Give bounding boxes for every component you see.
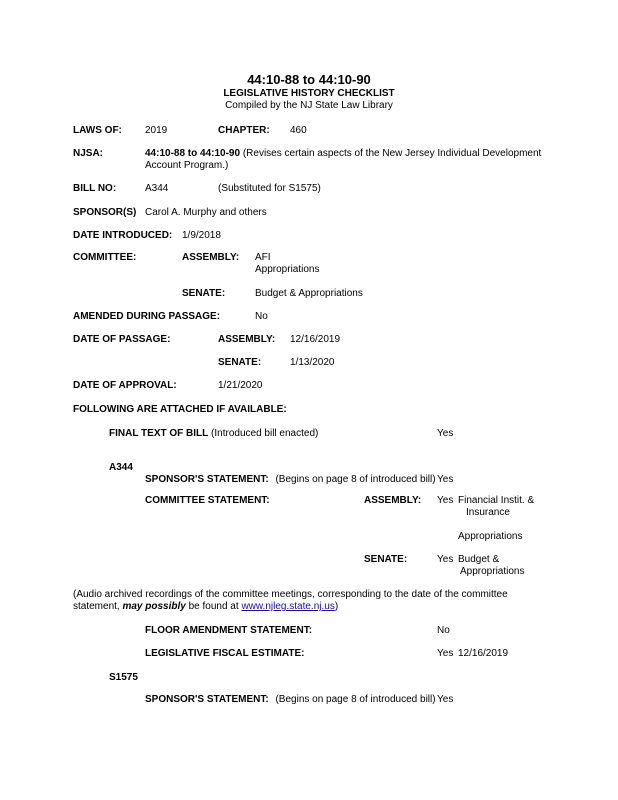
committee-label: COMMITTEE: [73, 252, 137, 263]
a344-sponsor-value: Yes [437, 474, 454, 485]
amended-label: AMENDED DURING PASSAGE: [73, 311, 221, 322]
a344-assembly-committee-2: Appropriations [458, 531, 523, 542]
committee-assembly-label: ASSEMBLY: [182, 252, 240, 263]
a344-senate-yes: Yes [437, 554, 454, 565]
passage-label: DATE OF PASSAGE: [73, 334, 171, 345]
a344-senate-committee-1: Budget & [458, 554, 500, 565]
fiscal-value: Yes [437, 648, 454, 659]
audio-note-post: ) [334, 601, 339, 612]
njsa-citation: 44:10-88 to 44:10-90 [145, 148, 241, 159]
laws-value: 2019 [145, 125, 168, 136]
audio-note-pre: statement, [73, 601, 123, 612]
approval-value: 1/21/2020 [218, 380, 263, 391]
a344-senate-committee-1-cont: Appropriations [460, 566, 525, 577]
attached-heading: FOLLOWING ARE ATTACHED IF AVAILABLE: [73, 404, 287, 415]
a344-assembly-committee-1: Financial Instit. & [458, 495, 535, 506]
njsa-value [145, 148, 541, 160]
committee-senate-label: SENATE: [182, 288, 226, 299]
passage-senate-value: 1/13/2020 [290, 357, 335, 368]
s1575-sponsor-row [145, 694, 436, 706]
a344-sponsor-note: (Begins on page 8 of introduced bill) [275, 474, 436, 485]
committee-assembly-afi: AFI [255, 252, 271, 263]
final-text-label: FINAL TEXT OF BILL [109, 428, 209, 439]
final-text-note: (Introduced bill enacted) [208, 428, 319, 439]
passage-assembly-label: ASSEMBLY: [218, 334, 276, 345]
s1575-sponsor-value: Yes [437, 694, 454, 705]
final-text-row [109, 428, 318, 440]
s1575-heading: S1575 [109, 672, 138, 683]
bill-substituted: (Substituted for S1575) [218, 183, 321, 194]
njsa-description-cont: Account Program.) [145, 160, 229, 171]
chapter-value: 460 [290, 125, 307, 136]
introduced-label: DATE INTRODUCED: [73, 230, 173, 241]
compiled-by: Compiled by the NJ State Law Library [225, 100, 393, 111]
committee-senate-value: Budget & Appropriations [255, 288, 363, 299]
fiscal-label: LEGISLATIVE FISCAL ESTIMATE: [145, 648, 305, 659]
floor-value: No [437, 625, 450, 636]
fiscal-date: 12/16/2019 [458, 648, 509, 659]
chapter-label: CHAPTER: [218, 125, 270, 136]
floor-label: FLOOR AMENDMENT STATEMENT: [145, 625, 313, 636]
audio-note-line1: (Audio archived recordings of the committee meetings, corresponding to the date of the committee [73, 589, 508, 600]
a344-sponsor-label: SPONSOR'S STATEMENT: [145, 474, 269, 485]
a344-sponsor-row [145, 474, 436, 486]
s1575-sponsor-label: SPONSOR'S STATEMENT: [145, 694, 269, 705]
a344-assembly-committee-1-cont: Insurance [466, 507, 510, 518]
sponsor-value: Carol A. Murphy and others [145, 207, 267, 218]
passage-assembly-value: 12/16/2019 [290, 334, 341, 345]
amended-value: No [255, 311, 268, 322]
a344-heading: A344 [109, 462, 133, 473]
audio-note-line2 [73, 601, 338, 613]
committee-assembly-appropriations: Appropriations [255, 264, 320, 275]
laws-label: LAWS OF: [73, 125, 122, 136]
sponsor-label: SPONSOR(S) [73, 207, 137, 218]
a344-assembly-yes: Yes [437, 495, 454, 506]
a344-senate-label: SENATE: [364, 554, 408, 565]
passage-senate-label: SENATE: [218, 357, 262, 368]
s1575-sponsor-note: (Begins on page 8 of introduced bill) [275, 694, 436, 705]
a344-assembly-label: ASSEMBLY: [364, 495, 422, 506]
a344-committee-label: COMMITTEE STATEMENT: [145, 495, 270, 506]
approval-label: DATE OF APPROVAL: [73, 380, 177, 391]
final-text-value: Yes [437, 428, 454, 439]
njleg-link[interactable]: www.njleg.state.nj.us [241, 601, 335, 612]
njsa-description: (Revises certain aspects of the New Jersey Individual Development [240, 148, 542, 159]
page-subtitle: LEGISLATIVE HISTORY CHECKLIST [223, 88, 395, 99]
page-title: 44:10-88 to 44:10-90 [247, 72, 371, 87]
introduced-value: 1/9/2018 [182, 230, 221, 241]
audio-note-mid: be found at [185, 601, 242, 612]
njsa-label: NJSA: [73, 148, 104, 159]
bill-label: BILL NO: [73, 183, 117, 194]
audio-note-emphasis: may possibly [122, 601, 186, 612]
bill-value: A344 [145, 183, 169, 194]
